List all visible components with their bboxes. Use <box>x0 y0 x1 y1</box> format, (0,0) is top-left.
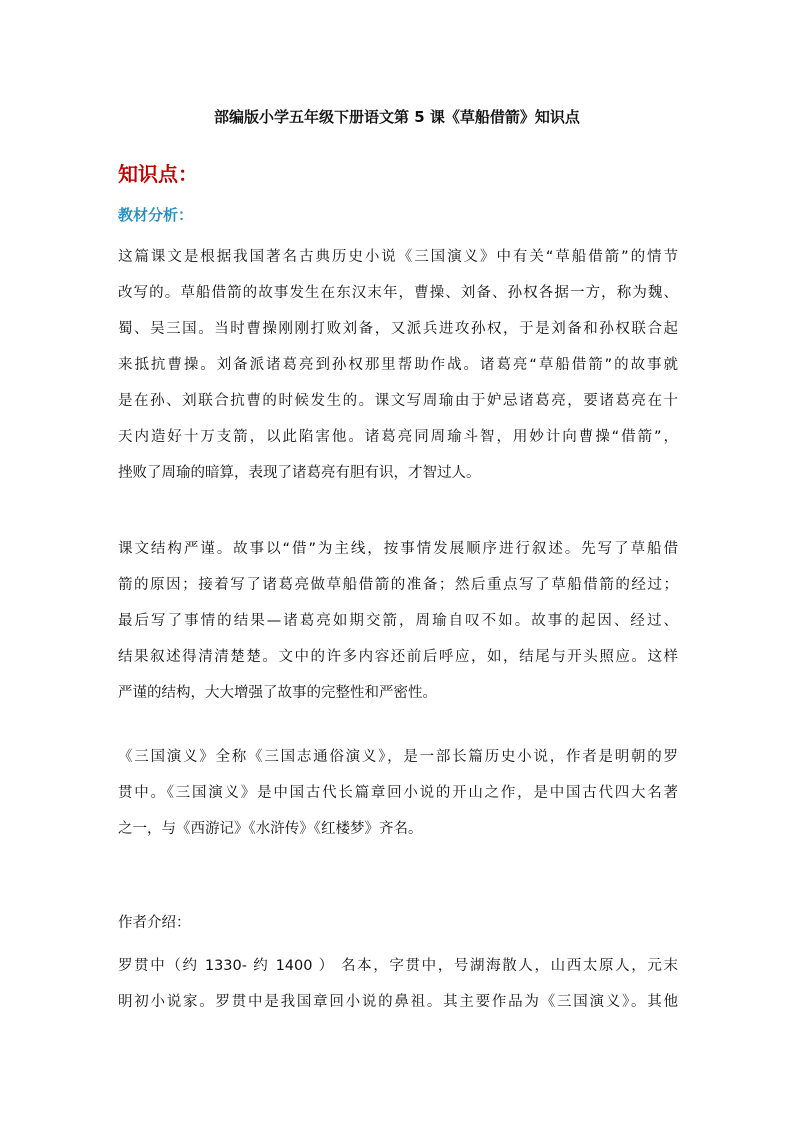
paragraph-line: 严谨的结构，大大增强了故事的完整性和严密性。 <box>118 685 437 701</box>
paragraph-line: 来抵抗曹操。刘备派诸葛亮到孙权那里帮助作战。诸葛亮“草船借箭”的故事就 <box>118 357 678 373</box>
paragraph-line: 蜀、吴三国。当时曹操刚刚打败刘备，又派兵进攻孙权，于是刘备和孙权联合起 <box>118 321 678 337</box>
author-introduction-heading: 作者介绍： <box>118 915 191 931</box>
paragraph-story-background <box>118 239 678 491</box>
paragraph-line: 是在孙、刘联合抗曹的时候发生的。课文写周瑜由于妒忌诸葛亮，要诸葛亮在十 <box>118 393 678 409</box>
paragraph-line: 天内造好十万支箭，以此陷害他。诸葛亮同周瑜斗智，用妙计向曹操“借箭”， <box>118 429 678 445</box>
paragraph-author-bio <box>118 948 678 1020</box>
paragraph-line: 改写的。草船借箭的故事发生在东汉末年，曹操、刘备、孙权各据一方，称为魏、 <box>118 285 678 301</box>
paragraph-line: 贯中。《三国演义》是中国古代长篇章回小说的开山之作，是中国古代四大名著 <box>118 785 678 801</box>
paragraph-romance-three-kingdoms <box>118 739 678 847</box>
paragraph-line: 结果叙述得清清楚楚。文中的许多内容还前后呼应，如，结尾与开头照应。这样 <box>118 649 678 665</box>
sub-heading-textbook-analysis: 教材分析： <box>118 206 194 224</box>
section-heading-knowledge-points: 知识点： <box>118 162 198 186</box>
paragraph-line: 最后写了事情的结果—诸葛亮如期交箭，周瑜自叹不如。故事的起因、经过、 <box>118 613 678 629</box>
paragraph-line: 明初小说家。罗贯中是我国章回小说的鼻祖。其主要作品为《三国演义》。其他 <box>118 994 678 1010</box>
paragraph-line: 课文结构严谨。故事以“借”为主线，按事情发展顺序进行叙述。先写了草船借 <box>118 541 678 557</box>
document-title: 部编版小学五年级下册语文第 5 课《草船借箭》知识点 <box>214 108 580 126</box>
paragraph-text-structure <box>118 531 678 711</box>
paragraph-line: 这篇课文是根据我国著名古典历史小说《三国演义》中有关“草船借箭”的情节 <box>118 249 678 265</box>
paragraph-line: 之一，与《西游记》《水浒传》《红楼梦》齐名。 <box>118 821 423 837</box>
paragraph-line: 罗贯中（约 1330- 约 1400 ） 名本，字贯中，号湖海散人，山西太原人，元末 <box>118 958 678 974</box>
paragraph-line: 挫败了周瑜的暗算，表现了诸葛亮有胆有识，才智过人。 <box>118 465 481 481</box>
paragraph-line: 《三国演义》全称《三国志通俗演义》，是一部长篇历史小说，作者是明朝的罗 <box>118 749 678 765</box>
paragraph-line: 箭的原因；接着写了诸葛亮做草船借箭的准备；然后重点写了草船借箭的经过； <box>118 577 678 593</box>
